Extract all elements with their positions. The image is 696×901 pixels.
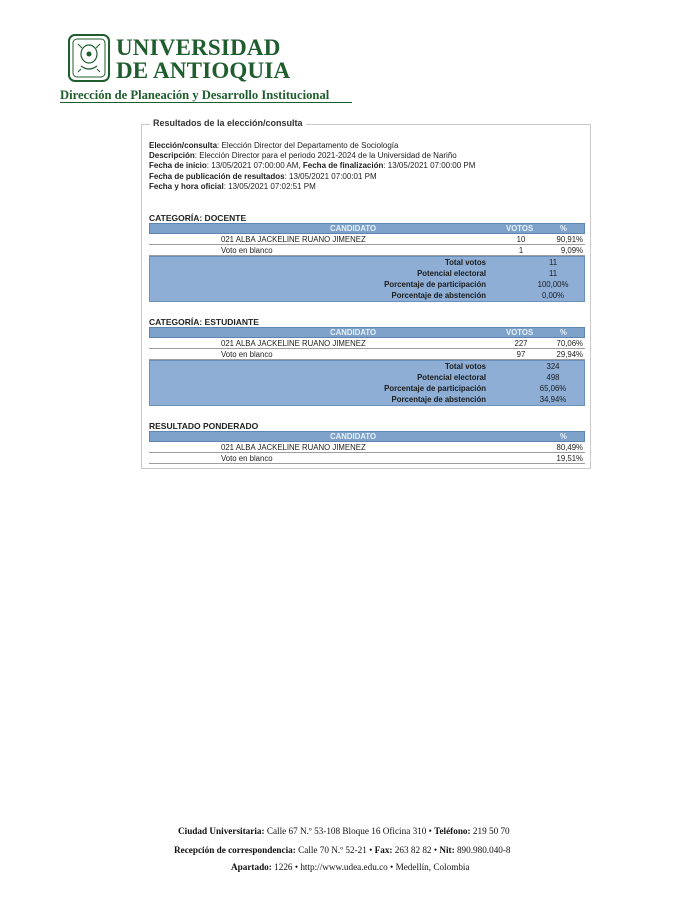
meta-start-value: : 13/05/2021 07:00:00 AM, [206,161,301,171]
table-estudiante [149,327,585,406]
meta-published-value: : 13/05/2021 07:00:01 PM [284,171,377,181]
meta-end-label: Fecha de finalización [302,161,384,171]
meta-official-label: Fecha y hora oficial [149,181,224,191]
meta-description [149,151,585,161]
candidate-pct: 80,49% [556,443,583,452]
meta-dates [149,161,585,171]
candidate-name: 021 ALBA JACKELINE RUANO JIMENEZ [221,339,366,348]
table-docente [149,223,585,302]
table-row [149,453,585,464]
table-header [149,223,585,234]
header-candidate: CANDIDATO [330,432,377,441]
letterhead [60,30,480,110]
section-title-docente: CATEGORÍA: DOCENTE [149,213,247,223]
meta-published-label: Fecha de publicación de resultados [149,171,285,181]
summary-row [150,290,584,301]
summary-value: 11 [548,269,558,278]
header-candidate: CANDIDATO [330,224,377,233]
summary-label: Porcentaje de abstención [391,291,486,300]
footer-line-3 [231,862,470,872]
table-header [149,327,585,338]
candidate-pct: 70,06% [556,339,583,348]
footer-phone: 219 50 70 [472,826,510,836]
header-votes: VOTOS [506,224,534,233]
summary-value: 11 [548,258,558,267]
footer-mail-address: Calle 70 N.º 52-21 • [298,845,373,855]
summary-label: Potencial electoral [417,269,486,278]
meta-official [149,182,585,192]
summary-label: Potencial electoral [417,373,486,382]
summary-block [149,360,585,406]
results-panel [141,118,591,469]
meta-description-label: Descripción [149,151,195,161]
table-ponderado [149,431,585,464]
panel-legend: Resultados de la elección/consulta [150,118,306,128]
footer-nit-label: Nit: [439,845,455,855]
summary-label: Porcentaje de abstención [391,395,486,404]
footer-mail-label: Recepción de correspondencia: [174,845,296,855]
table-row [149,349,585,360]
candidate-votes: 10 [516,235,526,244]
summary-value: 65,06% [539,384,567,393]
university-seal-icon [66,32,112,84]
summary-value: 0,00% [541,291,565,300]
candidate-votes: 1 [518,246,524,255]
meta-election [149,141,585,151]
meta-start-label: Fecha de inicio [149,161,207,171]
summary-row [150,372,584,383]
header-votes: VOTOS [506,328,534,337]
summary-label: Porcentaje de participación [384,384,486,393]
header-pct: % [560,224,567,233]
candidate-name: Voto en blanco [221,454,273,463]
meta-published [149,172,585,182]
footer-nit: 890.980.040-8 [456,845,511,855]
university-name-line1: UNIVERSIDAD [116,35,281,60]
university-name [116,36,290,82]
candidate-name: Voto en blanco [221,350,273,359]
candidate-name: 021 ALBA JACKELINE RUANO JIMENEZ [221,235,366,244]
footer-fax-label: Fax: [374,845,393,855]
section-title-ponderado: RESULTADO PONDERADO [149,421,259,431]
header-pct: % [560,328,567,337]
candidate-votes: 227 [514,339,528,348]
candidate-pct: 29,94% [556,350,583,359]
summary-row [150,268,584,279]
header-candidate: CANDIDATO [330,328,377,337]
candidate-pct: 9,09% [560,246,583,255]
section-title-estudiante: CATEGORÍA: ESTUDIANTE [149,317,259,327]
meta-description-value: : Elección Director para el periodo 2021-2024 de la Universidad de Nariño [194,151,457,161]
summary-label: Total votos [444,258,486,267]
table-row [149,245,585,256]
university-name-line2: DE ANTIOQUIA [116,58,291,83]
footer-po-box: 1226 • http://www.udea.edu.co • Medellín, Colombia [274,862,470,872]
footer-line-2 [174,845,511,855]
candidate-name: 021 ALBA JACKELINE RUANO JIMENEZ [221,443,366,452]
department-rule [60,102,352,103]
summary-row [150,257,584,268]
footer-po-box-label: Apartado: [231,862,272,872]
candidate-votes: 97 [516,350,526,359]
summary-row [150,361,584,372]
table-row [149,442,585,453]
footer-campus-label: Ciudad Universitaria: [178,826,265,836]
table-row [149,234,585,245]
department-name: Dirección de Planeación y Desarrollo Institucional [60,88,330,102]
footer-fax: 263 82 82 • [394,845,438,855]
summary-row [150,383,584,394]
header-pct: % [560,432,567,441]
summary-value: 34,94% [539,395,567,404]
summary-value: 100,00% [537,280,569,289]
summary-label: Porcentaje de participación [384,280,486,289]
summary-value: 324 [546,362,560,371]
candidate-pct: 19,51% [556,454,583,463]
table-header [149,431,585,442]
meta-end-value: : 13/05/2021 07:00:00 PM [383,161,476,171]
footer-campus-address: Calle 67 N.º 53-108 Bloque 16 Oficina 310 • [266,826,432,836]
summary-block [149,256,585,302]
summary-value: 498 [546,373,560,382]
footer-line-1 [178,826,510,836]
table-row [149,338,585,349]
summary-row [150,394,584,405]
meta-election-value: : Elección Director del Departamento de Sociología [217,141,399,150]
meta-election-label: Elección/consulta [149,141,218,150]
candidate-name: Voto en blanco [221,246,273,255]
summary-row [150,279,584,290]
meta-official-value: : 13/05/2021 07:02:51 PM [223,181,316,191]
footer-phone-label: Teléfono: [434,826,471,836]
election-metadata [149,141,585,192]
summary-label: Total votos [444,362,486,371]
candidate-pct: 90,91% [556,235,583,244]
